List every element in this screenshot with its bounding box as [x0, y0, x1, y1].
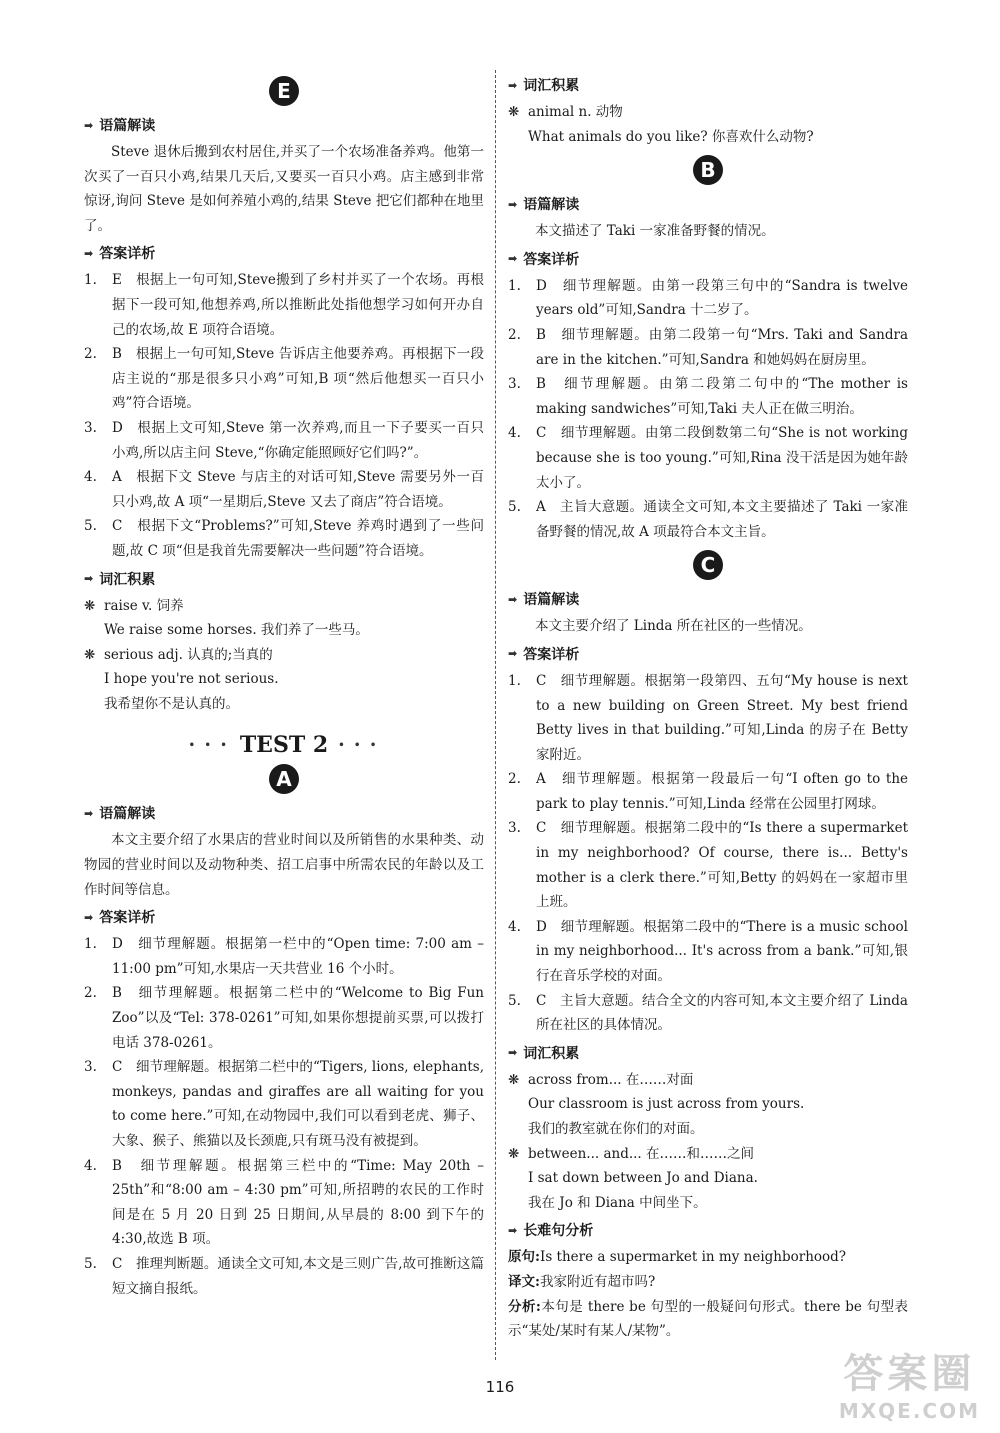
answer-text: B 细节理解题。根据第二栏中的“Welcome to Big Fun Zoo”以及“Tel: 378-0261”可知,如果你想提前买票,可以拨打电话 378-0261。	[112, 985, 484, 1051]
section-letter-e: E	[84, 76, 484, 106]
answer-list	[84, 268, 484, 563]
analysis-heading: ➡ 长难句分析	[508, 1223, 594, 1240]
reading-heading: ➡ 语篇解读	[84, 806, 156, 823]
analysis-label: 分析:	[508, 1298, 541, 1315]
answer-number: 4.	[84, 1157, 97, 1174]
answer-item	[508, 669, 908, 767]
analysis-text: 本句是 there be 句型的一般疑问句形式。there be 句型表示“某处/某时有某人/某物”。	[508, 1298, 908, 1340]
answer-text: A 细节理解题。根据第一段最后一句“I often go to the park to play tennis.”可知,Linda 经常在公园里打网球。	[536, 771, 908, 812]
answer-text: B 细节理解题。由第二段第二句中的“The mother is making sandwiches”可知,Taki 夫人正在做三明治。	[536, 376, 908, 417]
answer-item	[84, 981, 484, 1055]
decorative-dots: • • •	[188, 739, 230, 751]
analysis-label: 原句:	[508, 1249, 540, 1266]
answer-item	[84, 932, 484, 981]
answer-number: 1.	[84, 936, 97, 953]
reading-heading: ➡ 语篇解读	[508, 592, 580, 609]
arrow-icon: ➡	[508, 252, 518, 266]
vocab-example: I sat down between Jo and Diana.	[528, 1170, 758, 1187]
page-number: 116	[485, 1378, 515, 1396]
answer-number: 4.	[508, 425, 521, 442]
answer-item	[84, 465, 484, 514]
answer-item	[84, 416, 484, 465]
vocab-word: ❋ between... and... 在……和……之间	[508, 1142, 908, 1167]
answer-item	[84, 1055, 484, 1153]
answer-number: 3.	[84, 419, 97, 436]
answer-heading: ➡ 答案详析	[508, 251, 580, 268]
answer-text: C 根据下文“Problems?”可知,Steve 养鸡时遇到了一些问题,故 C 项“但是我首先需要解决一些问题”符合语境。	[112, 518, 484, 559]
answer-text: D 细节理解题。由第一段第三句中的“Sandra is twelve years old”可知,Sandra 十二岁了。	[536, 277, 908, 319]
answer-list	[508, 274, 908, 545]
arrow-icon: ➡	[84, 806, 94, 820]
vocab-list	[508, 100, 908, 149]
answer-number: 1.	[84, 272, 97, 289]
analysis-block	[508, 1245, 908, 1343]
star-bullet-icon: ❋	[508, 1071, 520, 1088]
answer-item	[508, 495, 908, 544]
arrow-icon: ➡	[84, 910, 94, 924]
vocab-word: ❋ across from... 在……对面	[508, 1068, 908, 1093]
reading-text: Steve 退休后搬到农村居住,并买了一个农场准备养鸡。他第一次买了一百只小鸡,结果几天后,又要买一百只小鸡。店主感到非常惊讶,询问 Steve 是如何养殖小鸡的,结果 Steve 把它们都种在地里了。	[84, 144, 484, 234]
answer-item	[508, 421, 908, 495]
vocab-word: ❋ raise v. 饲养	[84, 594, 484, 619]
star-bullet-icon: ❋	[508, 104, 520, 120]
answer-item	[508, 323, 908, 372]
decorative-dots: • • •	[338, 739, 380, 751]
answer-number: 2.	[84, 346, 97, 363]
answer-heading: ➡ 答案详析	[84, 246, 156, 263]
arrow-icon: ➡	[508, 1046, 518, 1060]
answer-number: 3.	[508, 376, 521, 393]
analysis-line	[508, 1245, 908, 1270]
answer-text: A 根据下文 Steve 与店主的对话可知,Steve 需要另外一百只小鸡,故 A 项“一星期后,Steve 又去了商店”符合语境。	[112, 469, 484, 510]
answer-item	[84, 268, 484, 342]
answer-number: 3.	[84, 1059, 97, 1076]
answer-text: C 细节理解题。根据第一段第四、五句“My house is next to a new building on Green Street. My best friend Betty lives in that building.”可知,Linda 的房子在 Betty 家附近。	[536, 672, 908, 763]
vocab-word: ❋ animal n. 动物	[508, 100, 908, 125]
answer-item	[508, 372, 908, 421]
answer-text: D 根据上文可知,Steve 第一次养鸡,而且一下子要买一百只小鸡,所以店主问 Steve,“你确定能照顾好它们吗?”。	[112, 419, 484, 461]
answer-number: 2.	[508, 326, 521, 343]
vocab-heading: ➡ 词汇积累	[508, 1045, 580, 1062]
arrow-icon: ➡	[508, 1223, 518, 1237]
reading-text: 本文描述了 Taki 一家准备野餐的情况。	[535, 223, 775, 240]
vocab-example: We raise some horses. 我们养了一些马。	[104, 622, 369, 639]
answer-number: 4.	[508, 918, 521, 935]
star-bullet-icon: ❋	[508, 1145, 520, 1162]
arrow-icon: ➡	[508, 197, 518, 211]
column-divider	[495, 70, 496, 1360]
reading-heading: ➡ 语篇解读	[508, 197, 580, 214]
answer-text: C 细节理解题。根据第二栏中的“Tigers, lions, elephants, monkeys, pandas and giraffes are all waiting for you to come here.”可知,在动物园中,我们可以看到老虎、狮子、大象、猴子、熊猫以及长颈鹿,只有斑马没有被提到。	[112, 1059, 484, 1149]
vocab-list	[84, 594, 484, 717]
analysis-text: 我家附近有超市吗?	[539, 1273, 656, 1290]
answer-text: C 细节理解题。根据第二段中的“Is there a supermarket in my neighborhood? Of course, there is... Betty's mother is a clerk there.”可知,Betty 的妈妈在一家超市里上班。	[536, 820, 908, 911]
answer-list	[84, 932, 484, 1301]
right-column	[508, 70, 908, 1344]
answer-number: 5.	[508, 499, 521, 516]
reading-heading: ➡ 语篇解读	[84, 118, 156, 134]
answer-number: 2.	[84, 985, 97, 1002]
vocab-example: Our classroom is just across from yours.	[528, 1096, 805, 1113]
answer-text: C 细节理解题。由第二段倒数第二句“She is not working because she is too young.”可知,Rina 没干活是因为她年龄太小了。	[536, 425, 908, 491]
answer-text: E 根据上一句可知,Steve搬到了乡村并买了一个农场。再根据下一段可知,他想养鸡,所以推断此处指他想学习如何开办自己的农场,故 E 项符合语境。	[112, 272, 484, 338]
answer-item	[84, 1154, 484, 1252]
answer-text: B 细节理解题。由第二段第一句“Mrs. Taki and Sandra are in the kitchen.”可知,Sandra 和她妈妈在厨房里。	[536, 326, 908, 368]
section-letter-c: C	[508, 550, 908, 580]
vocab-example: 我在 Jo 和 Diana 中间坐下。	[528, 1194, 707, 1211]
watermark: 答案圈 MXQE.COM	[838, 1351, 980, 1423]
vocab-example: I hope you're not serious.	[104, 671, 279, 688]
vocab-heading: ➡ 词汇积累	[508, 78, 580, 94]
analysis-line	[508, 1295, 908, 1344]
answer-text: B 细节理解题。根据第三栏中的“Time: May 20th – 25th”和“8:00 am – 4:30 pm”可知,所招聘的农民的工作时间是在 5 月 20 日到 25 日期间,从早晨的 8:00 到下午的 4:30,故选 B 项。	[112, 1157, 484, 1248]
answer-number: 5.	[508, 992, 521, 1009]
answer-item	[508, 767, 908, 816]
star-bullet-icon: ❋	[84, 646, 96, 663]
analysis-label: 译文:	[508, 1273, 540, 1290]
answer-item	[508, 816, 908, 914]
answer-number: 5.	[84, 518, 97, 535]
answer-text: B 根据上一句可知,Steve 告诉店主他要养鸡。再根据下一段店主说的“那是很多只小鸡”可知,B 项“然后他想买一百只小鸡”符合语境。	[112, 346, 484, 412]
answer-item	[508, 915, 908, 989]
arrow-icon: ➡	[84, 246, 94, 260]
arrow-icon: ➡	[84, 118, 94, 132]
answer-item	[84, 1252, 484, 1301]
vocab-example: 我希望你不是认真的。	[104, 695, 239, 712]
section-letter-a: A	[84, 764, 484, 794]
answer-text: D 细节理解题。根据第二段中的“There is a music school in my neighborhood... It's across from a bank.”可知,银行在音乐学校的对面。	[536, 918, 908, 985]
answer-number: 1.	[508, 277, 521, 294]
vocab-word: ❋ serious adj. 认真的;当真的	[84, 643, 484, 668]
answer-item	[508, 989, 908, 1038]
answer-text: C 主旨大意题。结合全文的内容可知,本文主要介绍了 Linda 所在社区的具体情况。	[536, 992, 908, 1034]
vocab-heading: ➡ 词汇积累	[84, 571, 156, 588]
answer-text: A 主旨大意题。通读全文可知,本文主要描述了 Taki 一家准备野餐的情况,故 A 项最符合本文主旨。	[536, 499, 908, 540]
answer-number: 2.	[508, 771, 521, 788]
analysis-text: Is there a supermarket in my neighborhood?	[539, 1249, 847, 1266]
arrow-icon: ➡	[508, 78, 518, 92]
answer-item	[508, 274, 908, 323]
star-bullet-icon: ❋	[84, 597, 96, 614]
section-letter-b: B	[508, 155, 908, 185]
answer-text: D 细节理解题。根据第一栏中的“Open time: 7:00 am – 11:00 pm”可知,水果店一天共营业 16 个小时。	[112, 936, 484, 977]
answer-number: 5.	[84, 1255, 97, 1272]
answer-list	[508, 669, 908, 1038]
left-column	[84, 70, 484, 1301]
test-title: • • • TEST 2 • • •	[188, 732, 380, 759]
reading-text: 本文主要介绍了水果店的营业时间以及所销售的水果种类、动物园的营业时间以及动物种类、招工启事中所需农民的年龄以及工作时间等信息。	[84, 832, 484, 898]
analysis-line	[508, 1270, 908, 1295]
answer-number: 1.	[508, 672, 521, 689]
vocab-example: What animals do you like? 你喜欢什么动物?	[528, 128, 814, 145]
answer-item	[84, 514, 484, 563]
arrow-icon: ➡	[508, 592, 518, 606]
reading-text: 本文主要介绍了 Linda 所在社区的一些情况。	[535, 618, 812, 635]
arrow-icon: ➡	[84, 572, 94, 585]
vocab-list	[508, 1068, 908, 1216]
answer-heading: ➡ 答案详析	[84, 910, 156, 927]
answer-text: C 推理判断题。通读全文可知,本文是三则广告,故可推断这篇短文摘自报纸。	[112, 1255, 484, 1297]
arrow-icon: ➡	[508, 647, 518, 661]
answer-item	[84, 342, 484, 416]
vocab-example: 我们的教室就在你们的对面。	[528, 1121, 704, 1137]
answer-number: 3.	[508, 820, 521, 837]
answer-heading: ➡ 答案详析	[508, 646, 580, 663]
answer-number: 4.	[84, 469, 97, 486]
